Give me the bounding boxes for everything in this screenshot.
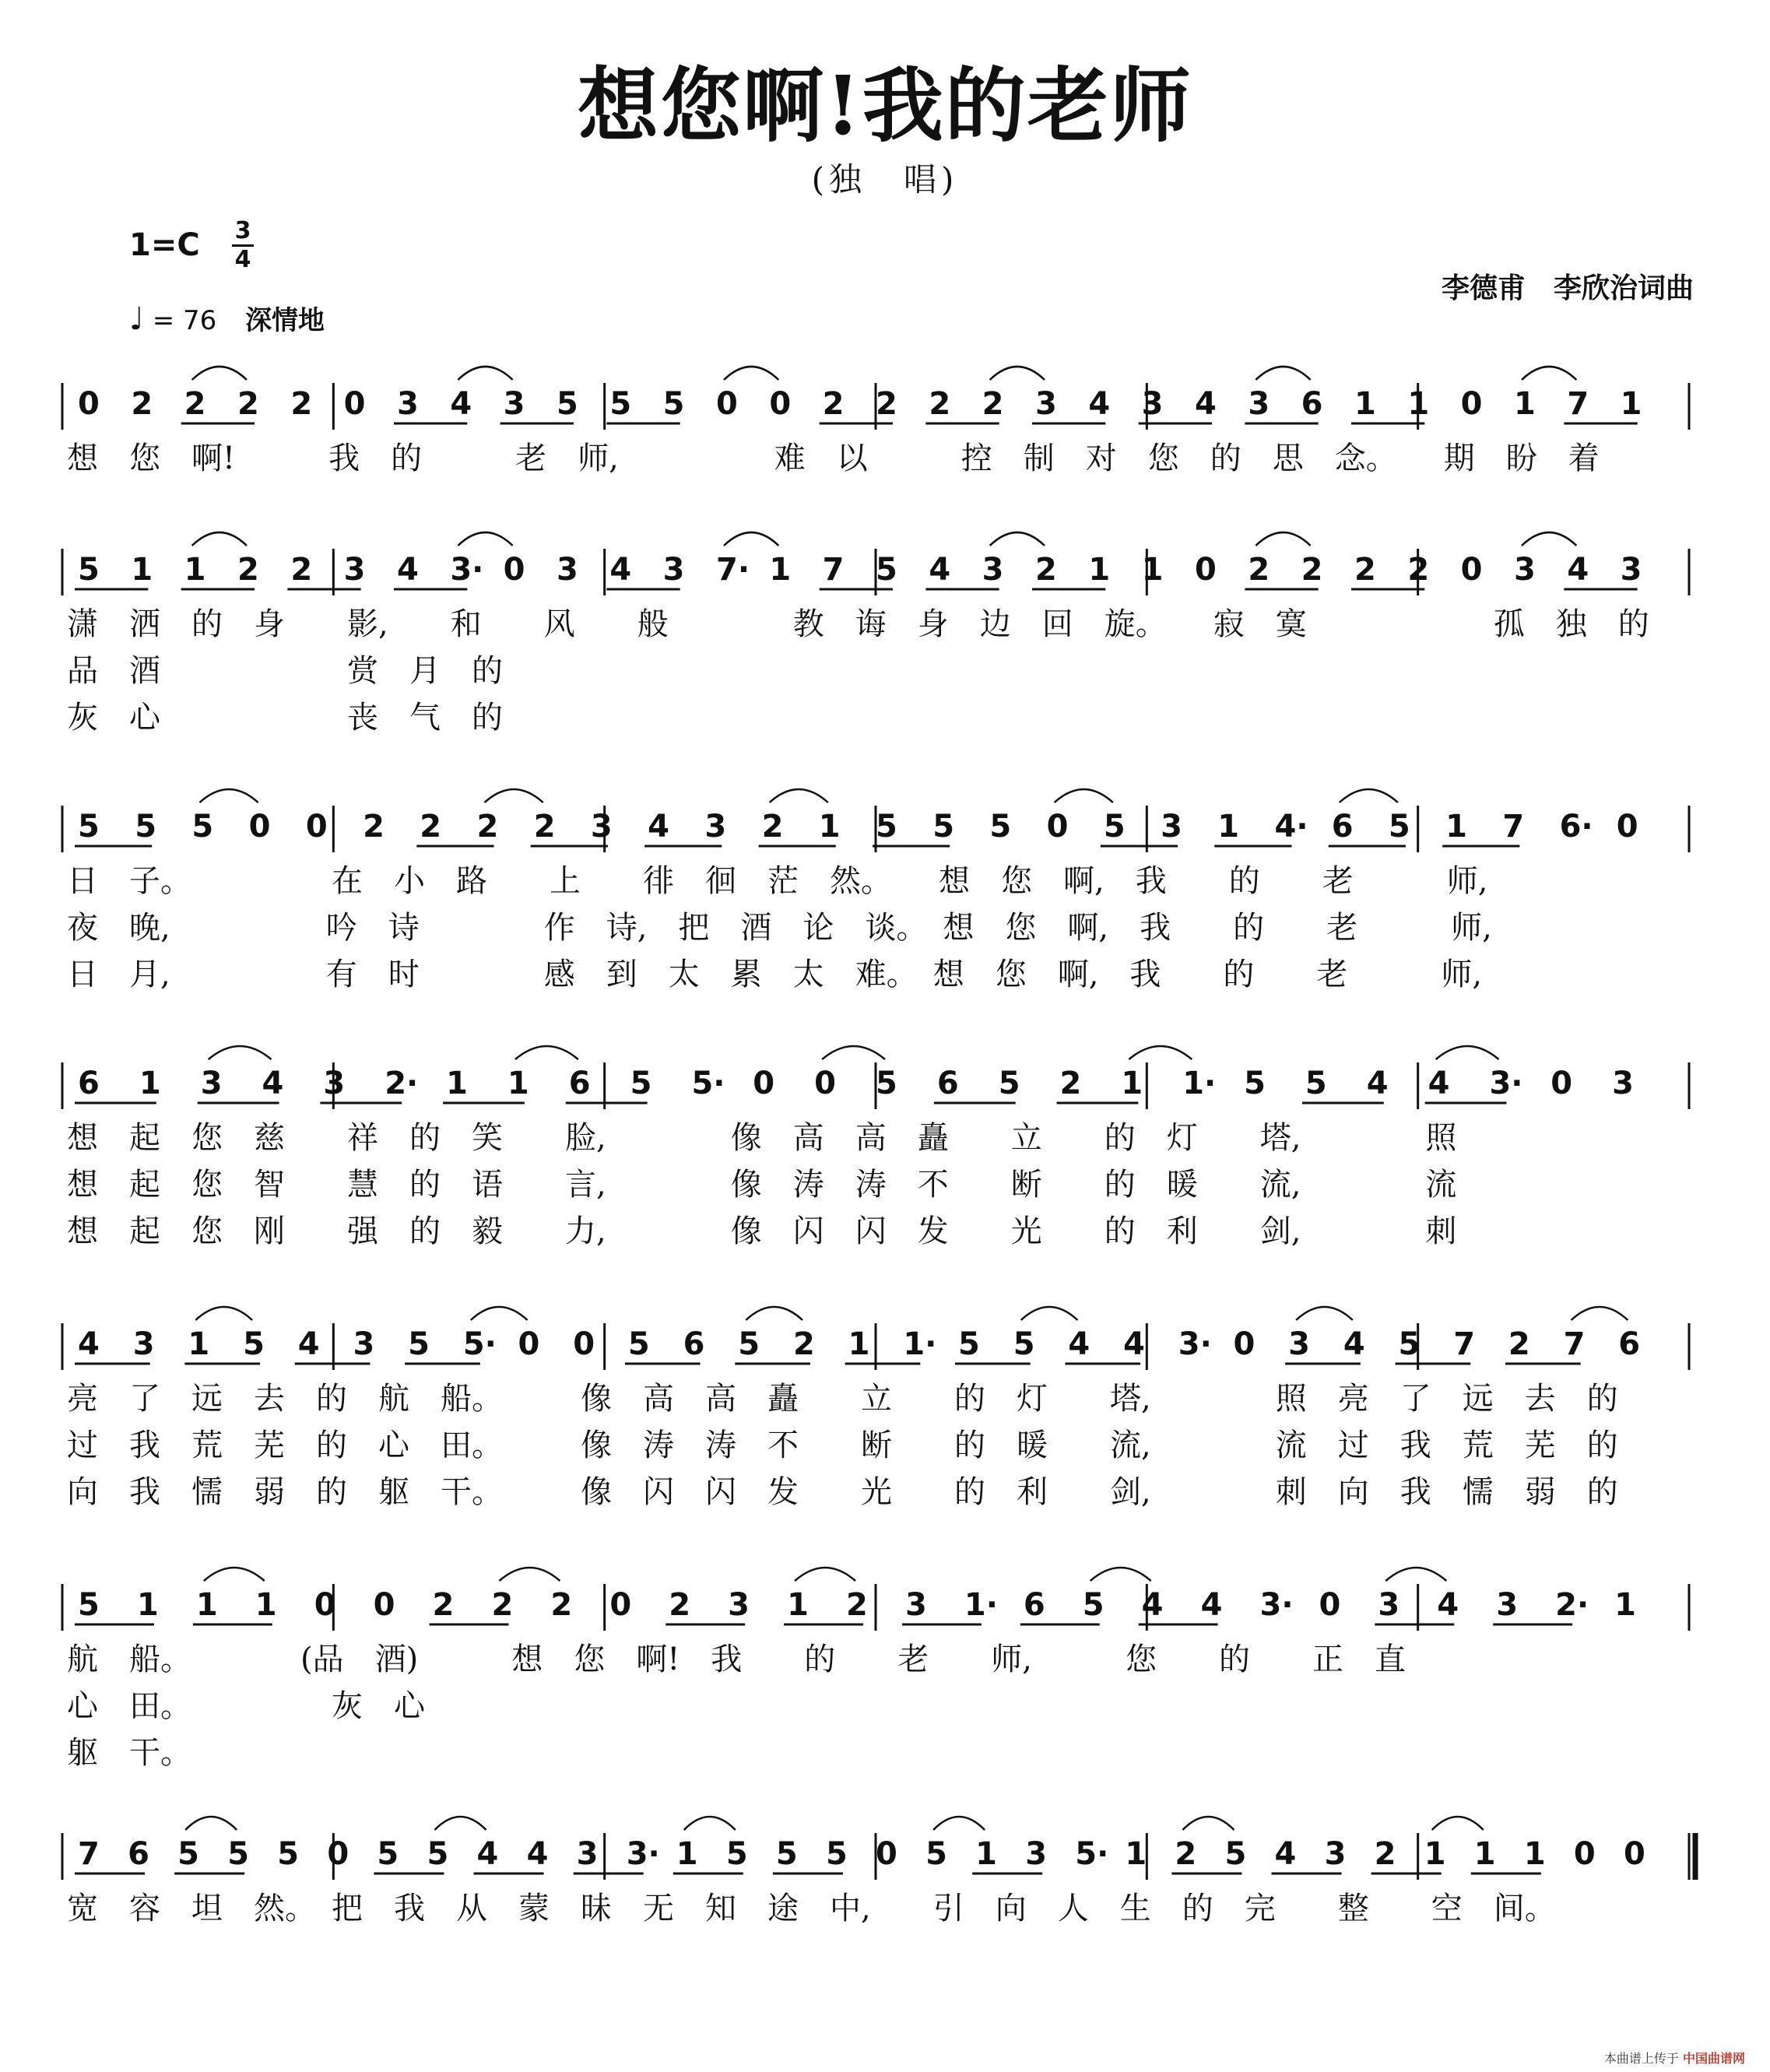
jianpu-note: 3: [904, 1587, 927, 1623]
jianpu-note: 5: [1103, 809, 1126, 845]
slur: [204, 1568, 265, 1581]
jianpu-note: 6: [936, 1066, 959, 1101]
jianpu-note: 5: [1388, 809, 1410, 845]
jianpu-note: 1: [136, 1587, 159, 1623]
jianpu-note: 3: [1496, 1587, 1519, 1623]
jianpu-note: 1: [446, 1066, 468, 1101]
jianpu-note: 4: [648, 809, 669, 845]
jianpu-note: 1: [139, 1066, 161, 1101]
jianpu-note: 2: [761, 809, 784, 845]
score-system: [62, 1307, 1689, 1510]
slur: [434, 1817, 486, 1830]
jianpu-note: 3: [343, 552, 366, 588]
jianpu-note: 2: [1301, 552, 1323, 588]
jianpu-note: 4: [450, 386, 472, 422]
slur: [990, 367, 1045, 380]
jianpu-note: 6: [78, 1066, 100, 1101]
slur: [1522, 367, 1576, 380]
jianpu-note: 0: [343, 386, 366, 422]
jianpu-note: 5: [227, 1836, 250, 1872]
score-system: [62, 367, 1689, 476]
jianpu-note: 2: [432, 1587, 455, 1623]
jianpu-note: 2: [876, 386, 897, 422]
slur: [1385, 1568, 1446, 1581]
jianpu-note: 4: [1123, 1326, 1145, 1362]
lyric-line: 想 起 您 慈 祥 的 笑 脸, 像 高 高 矗 立 的 灯 塔, 照: [67, 1120, 1457, 1156]
jianpu-note: 4: [1366, 1066, 1389, 1101]
jianpu-note: 2: [1175, 1836, 1197, 1872]
jianpu-note: 3·: [1489, 1066, 1523, 1101]
jianpu-note: 2: [822, 386, 845, 422]
jianpu-note: 5: [135, 809, 157, 845]
jianpu-note: 2: [1059, 1066, 1082, 1101]
jianpu-note: 3: [1612, 1066, 1634, 1101]
jianpu-note: 2: [929, 386, 951, 422]
jianpu-note: 1: [818, 809, 841, 845]
jianpu-note: 0: [609, 1587, 632, 1623]
slur: [1129, 1046, 1192, 1059]
score-system: [62, 1046, 1689, 1249]
jianpu-note: 5·: [1075, 1836, 1109, 1872]
jianpu-note: 2: [1374, 1836, 1396, 1872]
jianpu-note: 7·: [716, 552, 750, 588]
jianpu-note: 5: [191, 809, 214, 845]
jianpu-note: 5: [630, 1066, 652, 1101]
jianpu-note: 5: [662, 386, 685, 422]
jianpu-note: 0: [1616, 809, 1638, 845]
score-system: [62, 1568, 1689, 1771]
jianpu-note: 4: [1437, 1587, 1459, 1623]
lyric-line: 心 田。 灰 心: [67, 1688, 425, 1724]
jianpu-note: 1: [188, 1326, 210, 1362]
jianpu-note: 5: [958, 1326, 980, 1362]
jianpu-note: 7: [1567, 386, 1589, 422]
jianpu-note: 2: [550, 1587, 573, 1623]
jianpu-note: 1: [1217, 809, 1240, 845]
jianpu-note: 5: [876, 1066, 897, 1101]
jianpu-note: 5: [78, 552, 100, 588]
jianpu-note: 0: [78, 386, 100, 422]
score-system: [62, 532, 1689, 736]
jianpu-note: 1: [787, 1587, 809, 1623]
jianpu-note: 3·: [1178, 1326, 1212, 1362]
lyric-line: 宽 容 坦 然。 把 我 从 蒙 昧 无 知 途 中, 引 向 人 生 的 完 整 空 间。: [67, 1891, 1556, 1926]
lyric-line: 夜 晚, 吟 诗 作 诗, 把 酒 论 谈。 想 您 啊, 我 的 老 师,: [67, 910, 1492, 946]
jianpu-note: 2: [363, 809, 385, 845]
jianpu-note: 1: [1121, 1066, 1143, 1101]
jianpu-note: 0: [518, 1326, 540, 1362]
jianpu-note: 5: [1398, 1326, 1421, 1362]
jianpu-note: 4: [476, 1836, 499, 1872]
lyric-line: 潇 洒 的 身 影, 和 风 般 教 诲 身 边 回 旋。 寂 寞 孤 独 的: [67, 606, 1649, 642]
jianpu-note: 7: [1502, 809, 1525, 845]
slur: [458, 367, 512, 380]
lyric-line: 想 您 啊! 我 的 老 师, 难 以 控 制 对 您 的 思 念。 期 盼 着: [67, 441, 1600, 476]
slur: [195, 1307, 252, 1320]
jianpu-note: 5: [78, 1587, 100, 1623]
jianpu-note: 0: [1319, 1587, 1341, 1623]
jianpu-note: 0: [327, 1836, 349, 1872]
jianpu-note: 2: [1407, 552, 1430, 588]
jianpu-note: 1: [184, 552, 206, 588]
slur: [795, 1568, 855, 1581]
jianpu-note: 2·: [1555, 1587, 1589, 1623]
jianpu-note: 5: [998, 1066, 1020, 1101]
jianpu-note: 5·: [691, 1066, 725, 1101]
jianpu-note: 0: [573, 1326, 595, 1362]
jianpu-note: 6: [1023, 1587, 1045, 1623]
jianpu-note: 4: [262, 1066, 284, 1101]
jianpu-note: 5: [1244, 1066, 1266, 1101]
score-system: [62, 789, 1689, 992]
jianpu-note: 1: [507, 1066, 529, 1101]
jianpu-note: 1: [1473, 1836, 1496, 1872]
lyric-line: 躯 干。: [67, 1735, 191, 1771]
score-system: [62, 1817, 1695, 1926]
jianpu-note: 1: [1407, 386, 1430, 422]
slur: [1256, 532, 1310, 546]
jianpu-note: 4: [1141, 1587, 1164, 1623]
jianpu-note: 2: [491, 1587, 514, 1623]
jianpu-note: 3: [353, 1326, 375, 1362]
tempo-value: = 76: [152, 305, 217, 336]
slur: [1436, 1046, 1499, 1059]
jianpu-note: 2: [237, 552, 259, 588]
slur: [822, 1046, 885, 1059]
jianpu-note: 3: [576, 1836, 599, 1872]
jianpu-note: 0: [1460, 386, 1483, 422]
jianpu-note: 1: [131, 552, 153, 588]
jianpu-note: 2: [131, 386, 153, 422]
slur: [458, 532, 512, 546]
jianpu-note: 3: [1161, 809, 1182, 845]
jianpu-note: 1·: [1182, 1066, 1217, 1101]
jianpu-note: 3·: [626, 1836, 660, 1872]
jianpu-note: 1: [676, 1836, 698, 1872]
jianpu-note: 1: [195, 1587, 218, 1623]
jianpu-note: 4: [609, 552, 632, 588]
slur: [684, 1817, 736, 1830]
slur: [1021, 1307, 1078, 1320]
jianpu-note: 4: [1567, 552, 1589, 588]
jianpu-note: 1: [1445, 809, 1467, 845]
slur: [515, 1046, 578, 1059]
jianpu-note: 3·: [1259, 1587, 1294, 1623]
jianpu-note: 7: [78, 1836, 100, 1872]
jianpu-note: 7: [1563, 1326, 1586, 1362]
slur: [192, 532, 247, 546]
jianpu-note: 4: [1068, 1326, 1090, 1362]
jianpu-note: 0: [753, 1066, 775, 1101]
lyric-line: 日 子。 在 小 路 上 徘 徊 茫 然。 想 您 啊, 我 的 老 师,: [67, 863, 1488, 899]
jianpu-note: 6: [683, 1326, 705, 1362]
jianpu-note: 3: [503, 386, 525, 422]
jianpu-note: 0: [1573, 1836, 1596, 1872]
lyric-line: 亮 了 远 去 的 航 船。 像 高 高 矗 立 的 灯 塔, 照 亮 了 远 去 的: [67, 1381, 1618, 1417]
jianpu-note: 6: [1618, 1326, 1641, 1362]
slur: [485, 789, 543, 802]
jianpu-note: 2: [669, 1587, 691, 1623]
slur: [471, 1307, 528, 1320]
jianpu-note: 3: [1025, 1836, 1048, 1872]
jianpu-note: 1: [769, 552, 792, 588]
page-title: 想您啊!我的老师: [578, 58, 1192, 153]
jianpu-note: 1: [1620, 386, 1642, 422]
slur: [1055, 789, 1113, 802]
jianpu-note: 5: [775, 1836, 798, 1872]
jianpu-note: 4: [1200, 1587, 1223, 1623]
jianpu-note: 0: [1046, 809, 1069, 845]
subtitle: (独 唱): [811, 160, 959, 198]
jianpu-note: 1: [1125, 1836, 1147, 1872]
jianpu-note: 5·: [462, 1326, 497, 1362]
footer-watermark: [1604, 2049, 1745, 2067]
jianpu-note: 5: [876, 552, 897, 588]
jianpu-note: 3: [200, 1066, 223, 1101]
jianpu-note: 7: [822, 552, 845, 588]
jianpu-note: 5: [1013, 1326, 1035, 1362]
jianpu-note: 2: [237, 386, 259, 422]
jianpu-note: 3: [1248, 386, 1270, 422]
jianpu-note: 0: [814, 1066, 836, 1101]
jianpu-note: 6: [128, 1836, 149, 1872]
jianpu-note: 2: [476, 809, 499, 845]
lyric-line: 航 船。 (品 酒) 想 您 啊! 我 的 老 师, 您 的 正 直: [67, 1642, 1406, 1677]
jianpu-note: 5: [427, 1836, 449, 1872]
jianpu-note: 3: [728, 1587, 750, 1623]
jianpu-note: 6: [1331, 809, 1354, 845]
jianpu-note: 0: [503, 552, 525, 588]
jianpu-note: 3: [397, 386, 419, 422]
jianpu-note: 2·: [385, 1066, 419, 1101]
jianpu-note: 4: [526, 1836, 549, 1872]
jianpu-note: 5: [627, 1326, 650, 1362]
jianpu-note: 4·: [1274, 809, 1308, 845]
lyric-line: 灰 心 丧 气 的: [67, 700, 503, 736]
jianpu-note: 4: [397, 552, 419, 588]
jianpu-note: 5: [177, 1836, 199, 1872]
site-logo: 中国曲谱网: [1682, 2051, 1745, 2066]
jianpu-note: 1: [1424, 1836, 1446, 1872]
lyric-line: 想 起 您 智 慧 的 语 言, 像 涛 涛 不 断 的 暖 流, 流: [67, 1167, 1457, 1203]
slur: [933, 1817, 985, 1830]
jianpu-note: 0: [1233, 1326, 1256, 1362]
slur: [499, 1568, 560, 1581]
jianpu-note: 4: [1343, 1326, 1365, 1362]
jianpu-note: 2: [290, 386, 313, 422]
jianpu-note: 5: [1305, 1066, 1327, 1101]
slur: [990, 532, 1045, 546]
jianpu-note: 1: [848, 1326, 870, 1362]
jianpu-note: 0: [716, 386, 738, 422]
key-signature: 1=C: [129, 227, 200, 263]
jianpu-note: 6·: [1559, 809, 1593, 845]
jianpu-note: 0: [1551, 1066, 1573, 1101]
time-signature-top: 3: [234, 217, 251, 244]
jianpu-note: 2: [1508, 1326, 1530, 1362]
slur: [1432, 1817, 1484, 1830]
lyric-line: 想 起 您 刚 强 的 毅 力, 像 闪 闪 发 光 的 利 剑, 刺: [67, 1213, 1457, 1249]
jianpu-note: 3: [323, 1066, 346, 1101]
jianpu-note: 5: [989, 809, 1012, 845]
lyric-line: 过 我 荒 芜 的 心 田。 像 涛 涛 不 断 的 暖 流, 流 过 我 荒 芜 的: [67, 1428, 1618, 1463]
jianpu-note: 1: [1523, 1836, 1546, 1872]
jianpu-note: 3: [1620, 552, 1642, 588]
slur: [1256, 367, 1310, 380]
slur: [185, 1817, 237, 1830]
jianpu-note: 5: [557, 386, 578, 422]
jianpu-note: 3: [704, 809, 727, 845]
jianpu-note: 2: [846, 1587, 868, 1623]
jianpu-note: 2: [792, 1326, 815, 1362]
jianpu-note: 2: [1354, 552, 1376, 588]
slur: [1522, 532, 1576, 546]
jianpu-note: 5: [78, 809, 100, 845]
jianpu-note: 0: [248, 809, 271, 845]
jianpu-note: 2: [982, 386, 1004, 422]
jianpu-note: 2: [1035, 552, 1057, 588]
jianpu-note: 2: [1248, 552, 1270, 588]
jianpu-note: 2: [420, 809, 442, 845]
slur: [209, 1046, 272, 1059]
slur: [199, 789, 258, 802]
jianpu-note: 3: [590, 809, 613, 845]
jianpu-note: 2: [533, 809, 556, 845]
jianpu-note: 3: [557, 552, 578, 588]
jianpu-note: 0: [876, 1836, 897, 1872]
slur: [192, 367, 247, 380]
jianpu-note: 3: [1514, 552, 1536, 588]
jianpu-note: 5: [408, 1326, 430, 1362]
jianpu-note: 0: [1460, 552, 1483, 588]
jianpu-note: 5: [738, 1326, 760, 1362]
slur: [1340, 789, 1398, 802]
jianpu-note: 3: [1035, 386, 1057, 422]
jianpu-note: 5: [377, 1836, 399, 1872]
jianpu-note: 5: [825, 1836, 848, 1872]
jianpu-note: 1: [1088, 552, 1111, 588]
slur: [1090, 1568, 1151, 1581]
jianpu-note: 1·: [903, 1326, 937, 1362]
jianpu-note: 2: [184, 386, 206, 422]
time-signature-bottom: 4: [234, 246, 251, 273]
jianpu-note: 3·: [450, 552, 484, 588]
jianpu-note: 1: [975, 1836, 997, 1872]
jianpu-note: 5: [1224, 1836, 1247, 1872]
jianpu-note: 1·: [964, 1587, 998, 1623]
jianpu-note: 3: [1288, 1326, 1311, 1362]
jianpu-note: 3: [1141, 386, 1164, 422]
lyric-line: 品 酒 赏 月 的: [67, 653, 503, 689]
jianpu-note: 5: [1082, 1587, 1104, 1623]
jianpu-note: 6: [1301, 386, 1323, 422]
jianpu-note: 3: [982, 552, 1004, 588]
jianpu-note: 2: [290, 552, 313, 588]
jianpu-note: 0: [1195, 552, 1217, 588]
quarter-note-icon: ♩: [129, 301, 144, 337]
slur: [724, 367, 778, 380]
jianpu-note: 6: [568, 1066, 591, 1101]
jianpu-note: 5: [277, 1836, 300, 1872]
jianpu-note: 1: [1354, 386, 1376, 422]
jianpu-note: 5: [932, 809, 955, 845]
jianpu-note: 3: [1324, 1836, 1347, 1872]
jianpu-note: 0: [305, 809, 328, 845]
jianpu-note: 5: [725, 1836, 748, 1872]
jianpu-note: 4: [1088, 386, 1111, 422]
jianpu-note: 5: [609, 386, 632, 422]
jianpu-note: 1: [1514, 386, 1536, 422]
slur: [724, 532, 778, 546]
jianpu-note: 3: [132, 1326, 155, 1362]
jianpu-note: 4: [1274, 1836, 1297, 1872]
jianpu-note: 0: [1623, 1836, 1645, 1872]
jianpu-note: 0: [769, 386, 792, 422]
jianpu-note: 4: [297, 1326, 320, 1362]
jianpu-note: 4: [929, 552, 951, 588]
slur: [1572, 1307, 1628, 1320]
composer-credit: 李德甫 李欣治词曲: [1441, 272, 1694, 304]
jianpu-note: 3: [662, 552, 685, 588]
jianpu-note: 3: [1378, 1587, 1400, 1623]
lyric-line: 向 我 懦 弱 的 躯 干。 像 闪 闪 发 光 的 利 剑, 刺 向 我 懦 弱 的: [67, 1474, 1618, 1510]
jianpu-note: 4: [78, 1326, 100, 1362]
jianpu-note: 5: [243, 1326, 265, 1362]
slur: [1182, 1817, 1234, 1830]
jianpu-note: 7: [1453, 1326, 1476, 1362]
jianpu-note: 0: [373, 1587, 395, 1623]
slur: [1296, 1307, 1353, 1320]
slur: [746, 1307, 802, 1320]
jianpu-note: 5: [876, 809, 897, 845]
jianpu-note: 0: [314, 1587, 336, 1623]
jianpu-note: 4: [1428, 1066, 1450, 1101]
jianpu-note: 1: [1141, 552, 1164, 588]
slur: [770, 789, 828, 802]
lyric-line: 日 月, 有 时 感 到 太 累 太 难。 想 您 啊, 我 的 老 师,: [67, 957, 1483, 992]
jianpu-note: 4: [1195, 386, 1217, 422]
jianpu-note: 1: [255, 1587, 277, 1623]
jianpu-note: 5: [925, 1836, 947, 1872]
jianpu-note: 1: [1614, 1587, 1636, 1623]
footer-text: 本曲谱上传于: [1603, 2051, 1679, 2066]
tempo-expression: 深情地: [245, 305, 325, 336]
